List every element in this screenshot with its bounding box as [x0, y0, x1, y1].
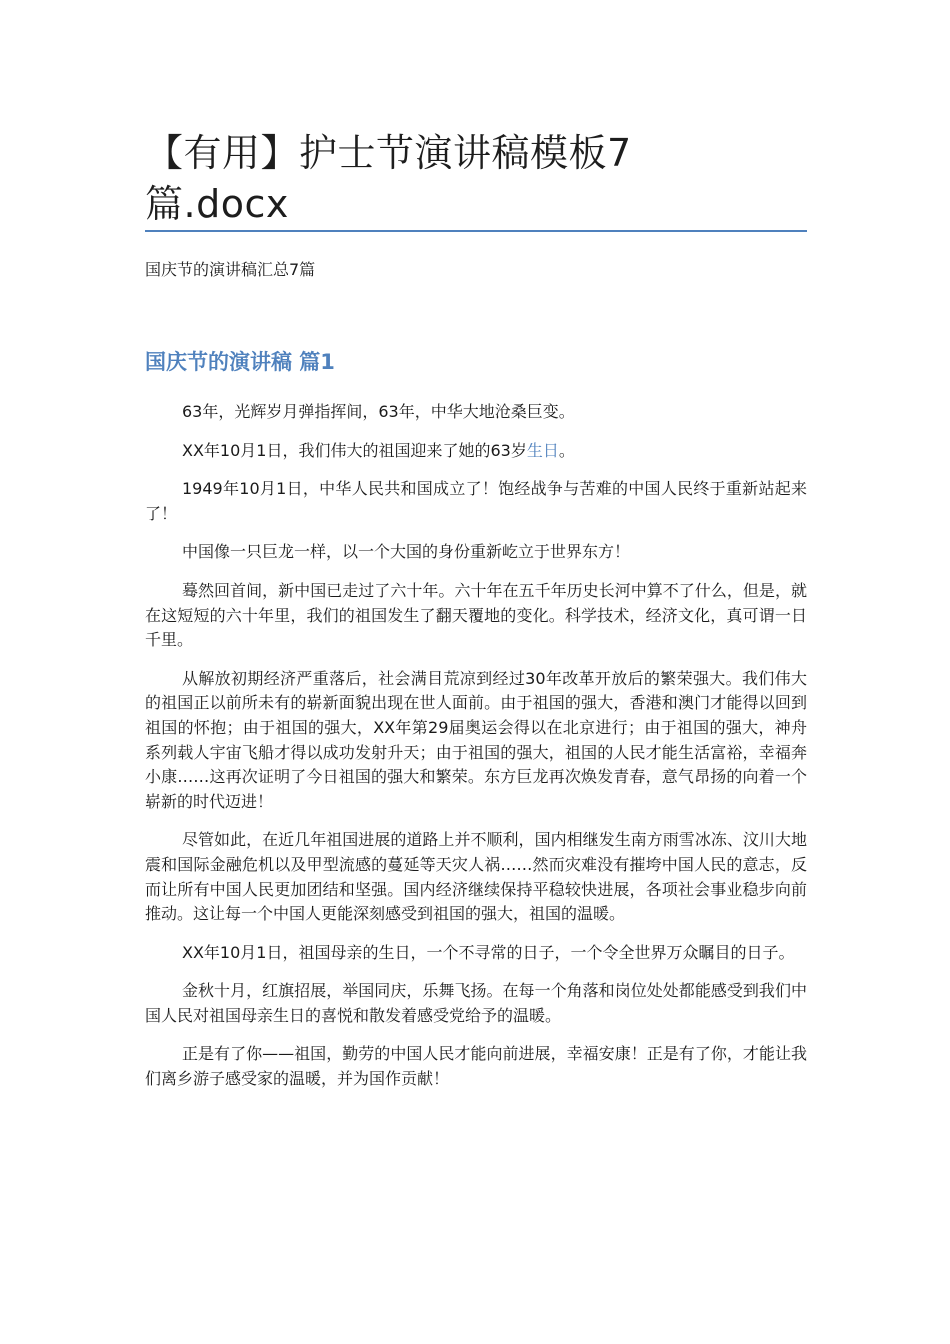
section-heading: 国庆节的演讲稿 篇1	[145, 350, 335, 374]
paragraph-2	[145, 439, 807, 464]
birthday-link[interactable]: 生日	[526, 440, 559, 460]
paragraph-7: 尽管如此，在近几年祖国进展的道路上并不顺利，国内相继发生南方雨雪冰冻、汶川大地震和国际金融危机以及甲型流感的蔓延等天灾人祸……然而灾难没有摧垮中国人民的意志，反而让所有中国人民更加团结和坚强。国内经济继续保持平稳较快进展，各项社会事业稳步向前推动。这让每一个中国人更能深刻感受到祖国的强大，祖国的温暖。	[145, 830, 807, 924]
paragraph-4: 中国像一只巨龙一样，以一个大国的身份重新屹立于世界东方！	[182, 542, 631, 562]
document-title: 【有用】护士节演讲稿模板7篇.docx	[145, 131, 632, 226]
document-body	[145, 400, 807, 1106]
paragraph-5: 蓦然回首间，新中国已走过了六十年。六十年在五千年历史长河中算不了什么，但是，就在这短短的六十年里，我们的祖国发生了翻天覆地的变化。科学技术，经济文化，真可谓一日千里。	[145, 580, 807, 650]
document-subtitle: 国庆节的演讲稿汇总7篇	[145, 260, 316, 279]
paragraph-2-suffix: 。	[558, 440, 575, 460]
paragraph-10: 正是有了你——祖国，勤劳的中国人民才能向前进展，幸福安康！正是有了你，才能让我们离乡游子感受家的温暖，并为国作贡献！	[145, 1044, 807, 1089]
paragraph-8: XX年10月1日，祖国母亲的生日，一个不寻常的日子，一个令全世界万众瞩目的日子。	[182, 942, 795, 962]
paragraph-9: 金秋十月，红旗招展，举国同庆，乐舞飞扬。在每一个角落和岗位处处都能感受到我们中国人民对祖国母亲生日的喜悦和散发着感受党给予的温暖。	[145, 981, 807, 1025]
title-block	[145, 128, 807, 230]
title-divider	[145, 230, 807, 232]
paragraph-3: 1949年10月1日，中华人民共和国成立了！饱经战争与苦难的中国人民终于重新站起来了！	[145, 479, 807, 523]
paragraph-2-text: XX年10月1日，我们伟大的祖国迎来了她的63岁	[182, 440, 527, 460]
paragraph-6: 从解放初期经济严重落后，社会满目荒凉到经过30年改革开放后的繁荣强大。我们伟大的祖国正以前所未有的崭新面貌出现在世人面前。由于祖国的强大，香港和澳门才能得以回到祖国的怀抱；由于祖国的强大，XX年第29届奥运会得以在北京进行；由于祖国的强大，神舟系列载人宇宙飞船才得以成功发射升天；由于祖国的强大，祖国的人民才能生活富裕，幸福奔小康……这再次证明了今日祖国的强大和繁荣。东方巨龙再次焕发青春，意气昂扬的向着一个崭新的时代迈进！	[145, 668, 807, 811]
paragraph-1: 63年，光辉岁月弹指挥间，63年，中华大地沧桑巨变。	[182, 402, 575, 421]
